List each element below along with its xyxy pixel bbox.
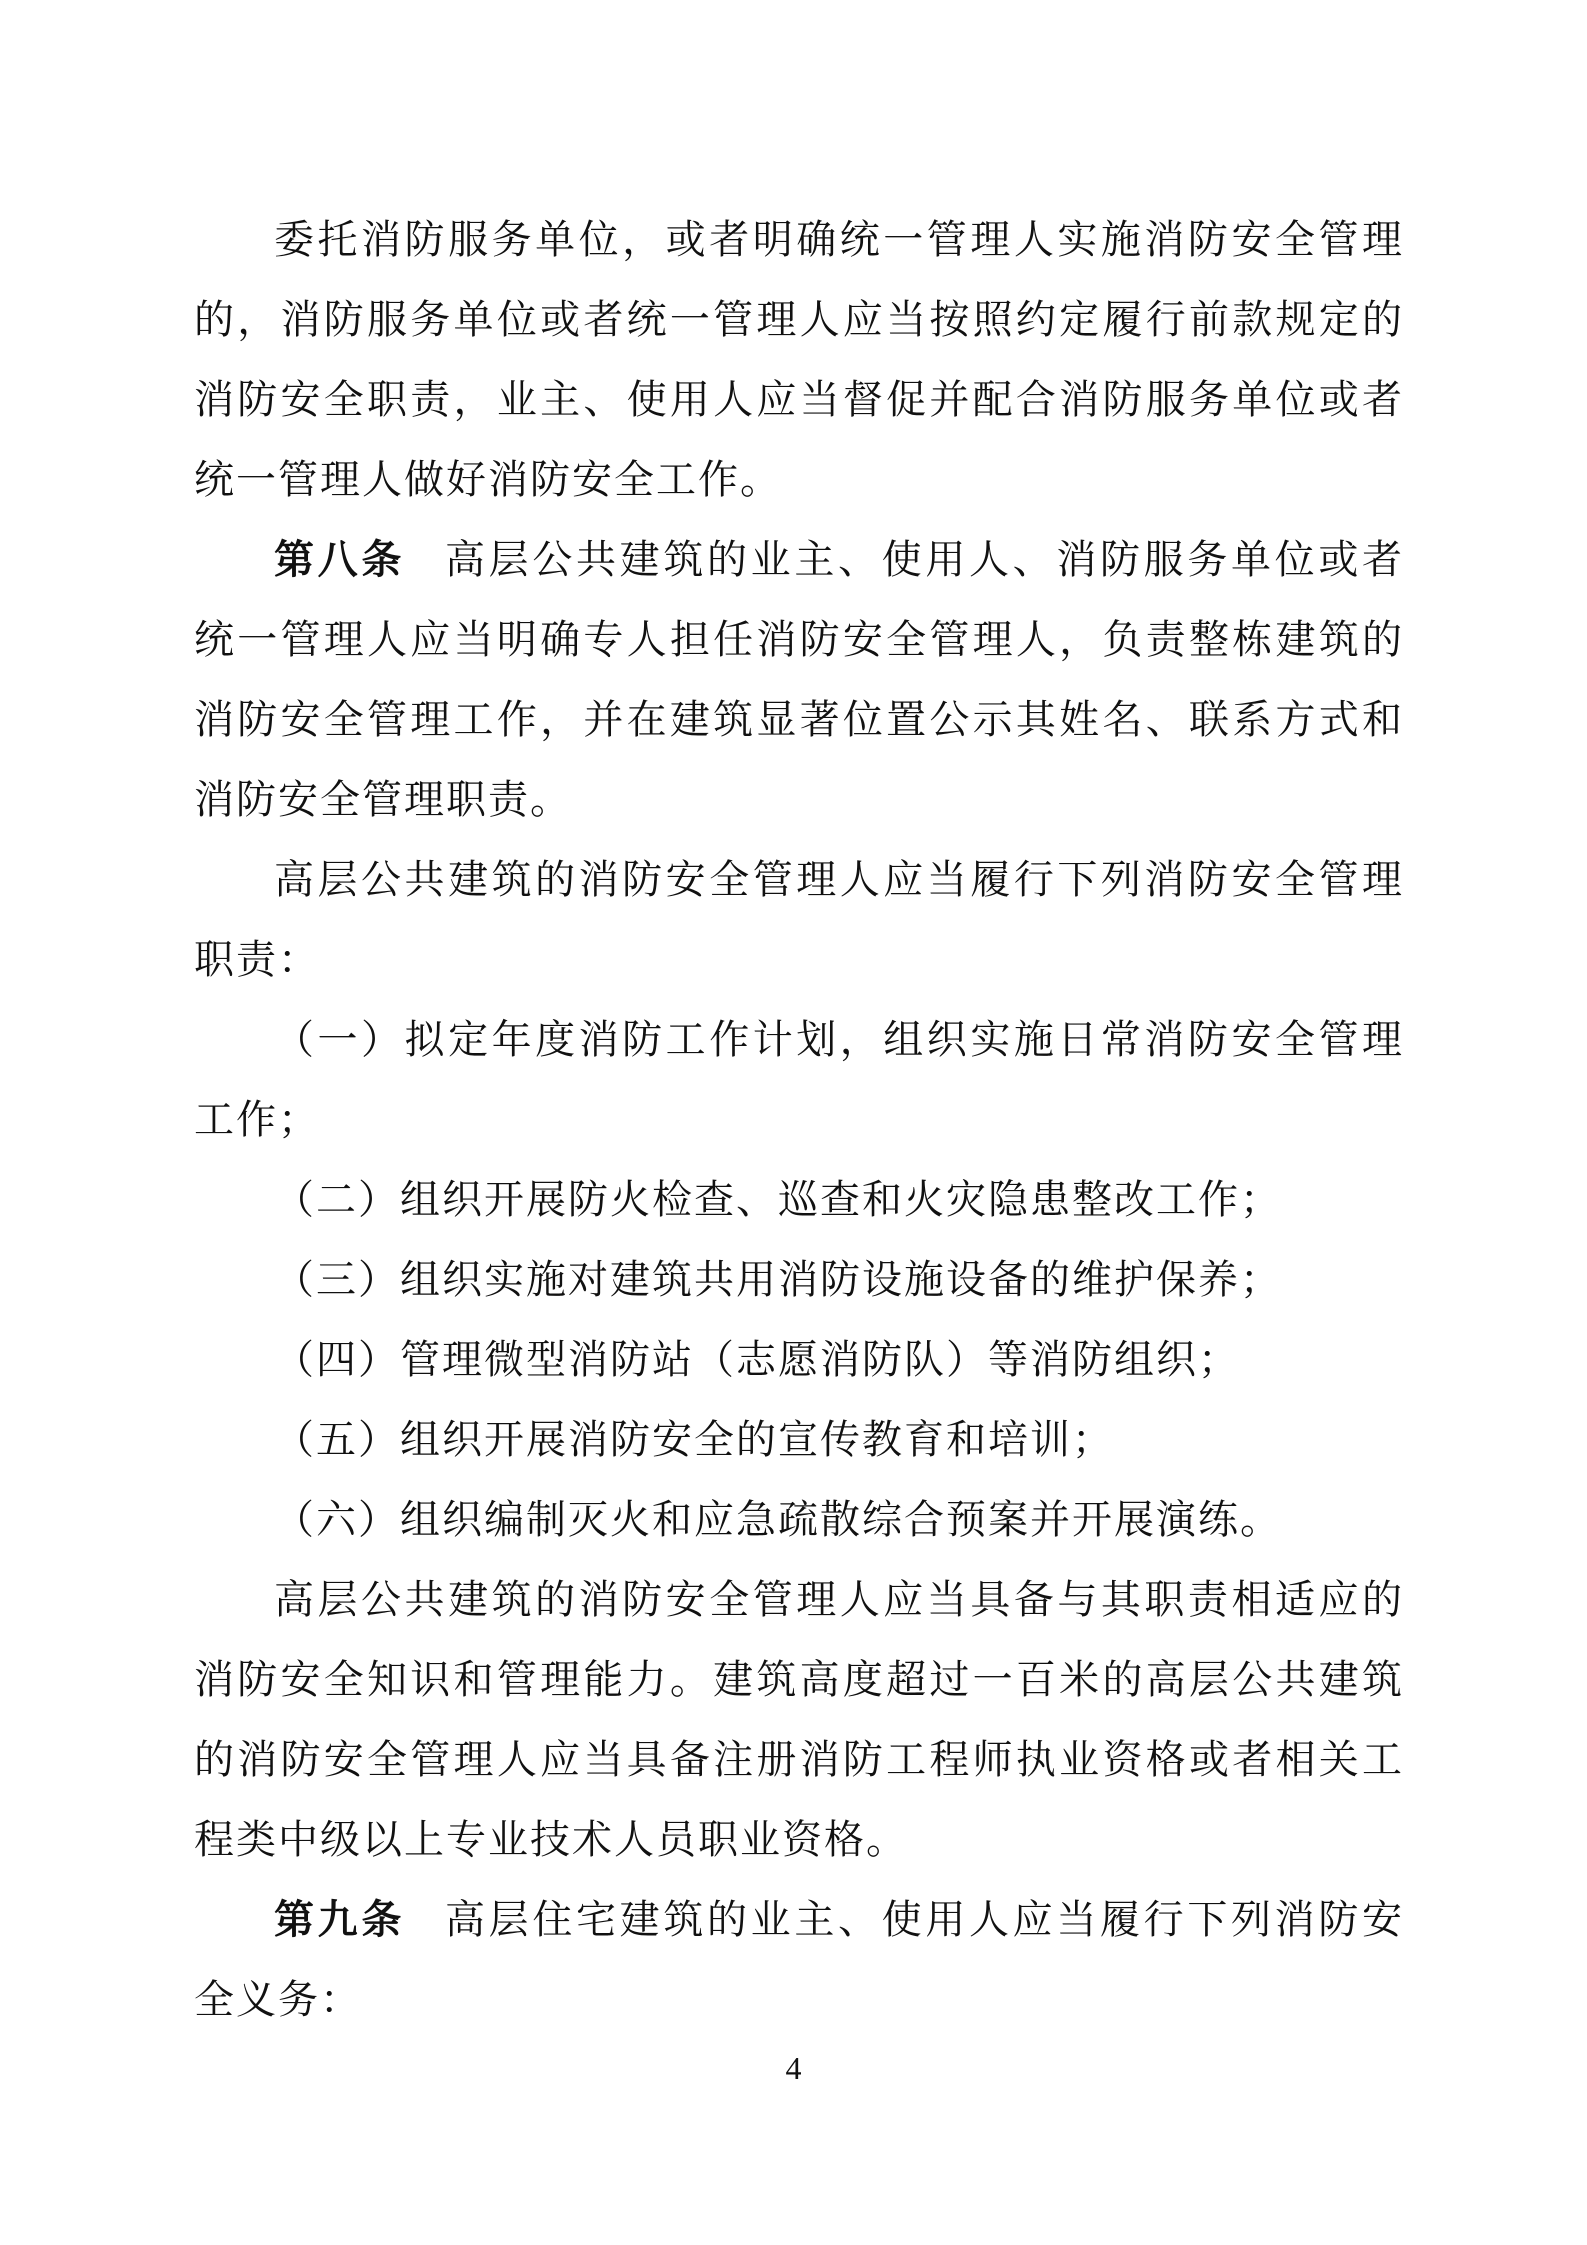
paragraph-3 (194, 840, 1404, 1000)
page-number: 4 (785, 2050, 802, 2086)
paragraph-article-8 (194, 520, 1404, 840)
list-item-3 (194, 1240, 1404, 1320)
paragraph-text: （一）拟定年度消防工作计划，组织实施日常消防安全管理工作； (194, 1017, 1404, 1143)
list-item-2 (194, 1160, 1404, 1240)
paragraph-text: 高层公共建筑的业主、使用人、消防服务单位或者统一管理人应当明确专人担任消防安全管理人，负责整栋建筑的消防安全管理工作，并在建筑显著位置公示其姓名、联系方式和消防安全管理职责。 (194, 537, 1404, 823)
list-item-1 (194, 1000, 1404, 1160)
document-body (194, 200, 1404, 2040)
paragraph-text: 高层公共建筑的消防安全管理人应当具备与其职责相适应的消防安全知识和管理能力。建筑高度超过一百米的高层公共建筑的消防安全管理人应当具备注册消防工程师执业资格或者相关工程类中级以上专业技术人员职业资格。 (194, 1577, 1404, 1863)
paragraph-article-9 (194, 1880, 1404, 2040)
paragraph-10 (194, 1560, 1404, 1880)
paragraph-text: 委托消防服务单位，或者明确统一管理人实施消防安全管理的，消防服务单位或者统一管理人应当按照约定履行前款规定的消防安全职责，业主、使用人应当督促并配合消防服务单位或者统一管理人做好消防安全工作。 (194, 217, 1404, 503)
article-title: 第九条 (274, 1897, 405, 1943)
article-title: 第八条 (274, 537, 405, 583)
paragraph-text: （三）组织实施对建筑共用消防设施设备的维护保养； (274, 1257, 1282, 1303)
paragraph-text: 高层住宅建筑的业主、使用人应当履行下列消防安全义务： (194, 1897, 1404, 2023)
list-item-5 (194, 1400, 1404, 1480)
paragraph-text: （六）组织编制灭火和应急疏散综合预案并开展演练。 (274, 1497, 1282, 1543)
paragraph-text: （四）管理微型消防站（志愿消防队）等消防组织； (274, 1337, 1240, 1383)
list-item-4 (194, 1320, 1404, 1400)
paragraph-1 (194, 200, 1404, 520)
list-item-6 (194, 1480, 1404, 1560)
paragraph-text: 高层公共建筑的消防安全管理人应当履行下列消防安全管理职责： (194, 857, 1404, 983)
paragraph-text: （二）组织开展防火检查、巡查和火灾隐患整改工作； (274, 1177, 1282, 1223)
paragraph-text: （五）组织开展消防安全的宣传教育和培训； (274, 1417, 1114, 1463)
